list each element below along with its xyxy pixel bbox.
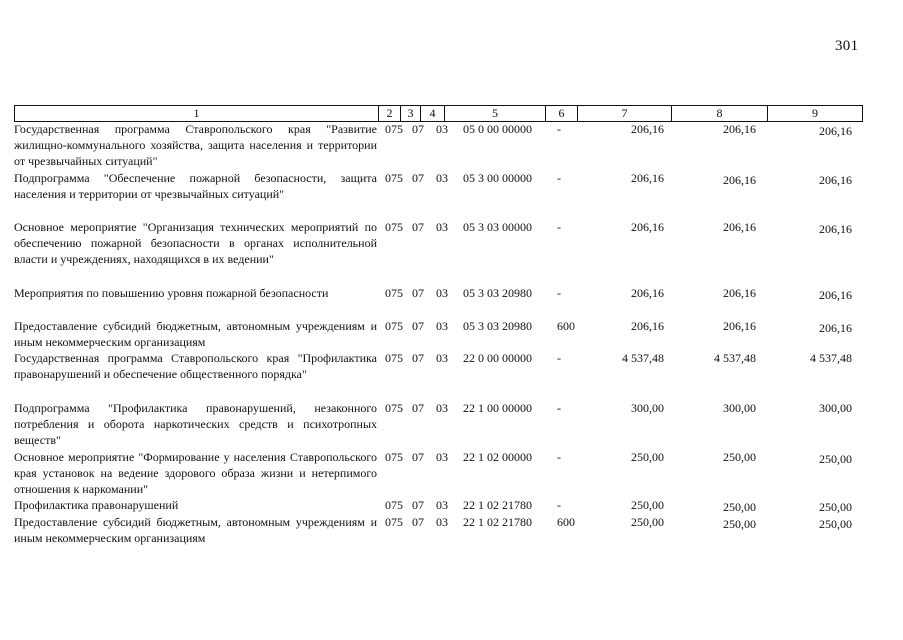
row-code-3: 07	[412, 351, 424, 365]
row-code-6: -	[557, 401, 561, 415]
row-code-3: 07	[412, 286, 424, 300]
row-description: Государственная программа Ставропольского края "Развитие жилищно-коммунального хозяйства, защита населения и территории от чрезвычайных ситуаций"	[14, 122, 377, 168]
row-code-5: 22 0 00 00000	[463, 351, 532, 365]
row-value-7: 206,16	[631, 286, 664, 300]
row-code-6: -	[557, 351, 561, 365]
row-value-8: 4 537,48	[714, 351, 756, 365]
row-code-5: 22 1 02 00000	[463, 450, 532, 464]
row-value-9: 206,16	[819, 288, 852, 302]
row-code-6: -	[557, 498, 561, 512]
row-value-8: 250,00	[723, 450, 756, 464]
header-col-4: 4	[421, 106, 445, 121]
row-code-2: 075	[385, 515, 403, 529]
row-code-3: 07	[412, 515, 424, 529]
header-col-2: 2	[379, 106, 401, 121]
header-col-5: 5	[445, 106, 546, 121]
row-code-6: -	[557, 450, 561, 464]
row-description: Основное мероприятие "Формирование у населения Ставропольского края установок на ведение здорового образа жизни и нетерпимого отношения к наркомании"	[14, 450, 377, 496]
header-col-1: 1	[15, 106, 379, 121]
row-value-8: 206,16	[723, 122, 756, 136]
row-value-7: 206,16	[631, 319, 664, 333]
row-code-2: 075	[385, 498, 403, 512]
row-code-3: 07	[412, 319, 424, 333]
row-value-8: 206,16	[723, 173, 756, 187]
row-code-6: -	[557, 286, 561, 300]
row-code-2: 075	[385, 286, 403, 300]
row-code-2: 075	[385, 319, 403, 333]
row-description: Подпрограмма "Обеспечение пожарной безопасности, защита населения и территории от чрезвычайных ситуаций"	[14, 171, 377, 201]
row-code-4: 03	[436, 286, 448, 300]
row-value-7: 300,00	[631, 401, 664, 415]
header-col-3: 3	[401, 106, 421, 121]
header-col-7: 7	[578, 106, 672, 121]
row-code-6: -	[557, 171, 561, 185]
row-code-5: 05 3 03 20980	[463, 286, 532, 300]
row-code-4: 03	[436, 171, 448, 185]
row-value-8: 250,00	[723, 500, 756, 514]
row-code-4: 03	[436, 450, 448, 464]
row-value-7: 206,16	[631, 171, 664, 185]
row-value-8: 250,00	[723, 517, 756, 531]
row-description: Мероприятия по повышению уровня пожарной безопасности	[14, 286, 329, 300]
row-code-3: 07	[412, 122, 424, 136]
row-code-6: 600	[557, 515, 575, 529]
row-code-5: 22 1 02 21780	[463, 498, 532, 512]
row-value-8: 206,16	[723, 220, 756, 234]
row-code-4: 03	[436, 220, 448, 234]
row-value-7: 250,00	[631, 450, 664, 464]
row-description: Государственная программа Ставропольского края "Профилактика правонарушений и обеспечение общественного порядка"	[14, 351, 377, 381]
row-code-2: 075	[385, 171, 403, 185]
row-description: Предоставление субсидий бюджетным, автономным учреждениям и иным некоммерческим организациям	[14, 515, 377, 545]
row-value-9: 250,00	[819, 452, 852, 466]
row-code-5: 05 3 03 00000	[463, 220, 532, 234]
row-description: Предоставление субсидий бюджетным, автономным учреждениям и иным некоммерческим организациям	[14, 319, 377, 349]
row-description: Основное мероприятие "Организация технических мероприятий по обеспечению пожарной безопасности в органах исполнительной власти и учреждениях, находящихся в их ведении"	[14, 220, 377, 266]
row-value-9: 206,16	[819, 124, 852, 138]
row-code-2: 075	[385, 401, 403, 415]
row-code-3: 07	[412, 220, 424, 234]
row-value-8: 300,00	[723, 401, 756, 415]
row-value-7: 4 537,48	[622, 351, 664, 365]
row-code-5: 05 0 00 00000	[463, 122, 532, 136]
row-value-8: 206,16	[723, 286, 756, 300]
row-value-9: 250,00	[819, 517, 852, 531]
row-value-9: 206,16	[819, 173, 852, 187]
table-header	[14, 105, 863, 122]
row-code-2: 075	[385, 220, 403, 234]
row-value-9: 206,16	[819, 321, 852, 335]
row-code-2: 075	[385, 450, 403, 464]
row-code-4: 03	[436, 401, 448, 415]
row-code-4: 03	[436, 515, 448, 529]
row-value-9: 300,00	[819, 401, 852, 415]
row-code-4: 03	[436, 351, 448, 365]
row-value-8: 206,16	[723, 319, 756, 333]
row-description: Подпрограмма "Профилактика правонарушений, незаконного потребления и оборота наркотических средств и психотропных веществ"	[14, 401, 377, 447]
row-code-4: 03	[436, 498, 448, 512]
row-code-2: 075	[385, 351, 403, 365]
row-value-7: 250,00	[631, 498, 664, 512]
row-code-5: 22 1 00 00000	[463, 401, 532, 415]
header-col-8: 8	[672, 106, 768, 121]
row-code-5: 05 3 03 20980	[463, 319, 532, 333]
row-code-4: 03	[436, 319, 448, 333]
row-value-7: 206,16	[631, 122, 664, 136]
row-value-7: 206,16	[631, 220, 664, 234]
header-col-9: 9	[812, 106, 818, 120]
row-code-3: 07	[412, 171, 424, 185]
page-number: 301	[835, 38, 859, 54]
row-code-6: -	[557, 122, 561, 136]
row-value-9: 250,00	[819, 500, 852, 514]
row-code-5: 22 1 02 21780	[463, 515, 532, 529]
header-col-6: 6	[546, 106, 578, 121]
row-code-3: 07	[412, 450, 424, 464]
row-value-9: 206,16	[819, 222, 852, 236]
row-description: Профилактика правонарушений	[14, 498, 179, 512]
row-value-7: 250,00	[631, 515, 664, 529]
row-code-5: 05 3 00 00000	[463, 171, 532, 185]
row-code-3: 07	[412, 401, 424, 415]
row-code-6: -	[557, 220, 561, 234]
row-code-3: 07	[412, 498, 424, 512]
row-code-6: 600	[557, 319, 575, 333]
row-value-9: 4 537,48	[810, 351, 852, 365]
row-code-2: 075	[385, 122, 403, 136]
row-code-4: 03	[436, 122, 448, 136]
